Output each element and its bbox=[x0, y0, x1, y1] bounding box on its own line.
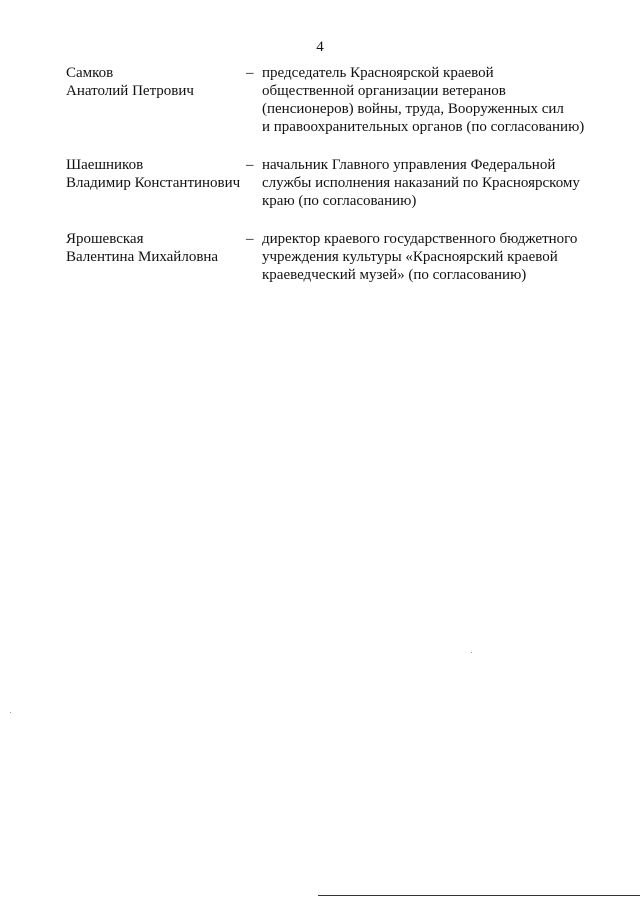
member-given-names: Валентина Михайловна bbox=[66, 249, 219, 265]
role-line: начальник Главного управления Федеральной bbox=[262, 157, 556, 173]
entry-dash: – bbox=[246, 157, 254, 173]
member-entry bbox=[66, 156, 606, 210]
role-line: учреждения культуры «Красноярский краевой bbox=[262, 249, 558, 265]
role-line: и правоохранительных органов (по согласованию) bbox=[262, 119, 585, 135]
member-role bbox=[262, 230, 606, 284]
member-name bbox=[66, 230, 246, 266]
role-line: директор краевого государственного бюджетного bbox=[262, 231, 578, 247]
scan-speck bbox=[471, 652, 472, 653]
member-role bbox=[262, 156, 606, 210]
role-line: (пенсионеров) войны, труда, Вооруженных сил bbox=[262, 101, 564, 117]
member-given-names: Анатолий Петрович bbox=[66, 83, 194, 99]
member-role bbox=[262, 64, 606, 136]
member-name bbox=[66, 64, 246, 100]
member-surname: Самков bbox=[66, 65, 114, 81]
role-line: службы исполнения наказаний по Красноярскому bbox=[262, 175, 580, 191]
bottom-rule bbox=[318, 895, 640, 896]
member-surname: Ярошевская bbox=[66, 231, 144, 247]
scan-speck bbox=[10, 712, 11, 713]
member-surname: Шаешников bbox=[66, 157, 144, 173]
role-line: председатель Красноярской краевой bbox=[262, 65, 494, 81]
role-line: краю (по согласованию) bbox=[262, 193, 417, 209]
role-line: общественной организации ветеранов bbox=[262, 83, 506, 99]
member-entry bbox=[66, 230, 606, 284]
member-list bbox=[66, 64, 606, 304]
entry-dash: – bbox=[246, 65, 254, 81]
page-number: 4 bbox=[316, 39, 324, 55]
role-line: краеведческий музей» (по согласованию) bbox=[262, 267, 527, 283]
member-entry bbox=[66, 64, 606, 136]
member-name bbox=[66, 156, 246, 192]
member-given-names: Владимир Константинович bbox=[66, 175, 241, 191]
entry-dash: – bbox=[246, 231, 254, 247]
